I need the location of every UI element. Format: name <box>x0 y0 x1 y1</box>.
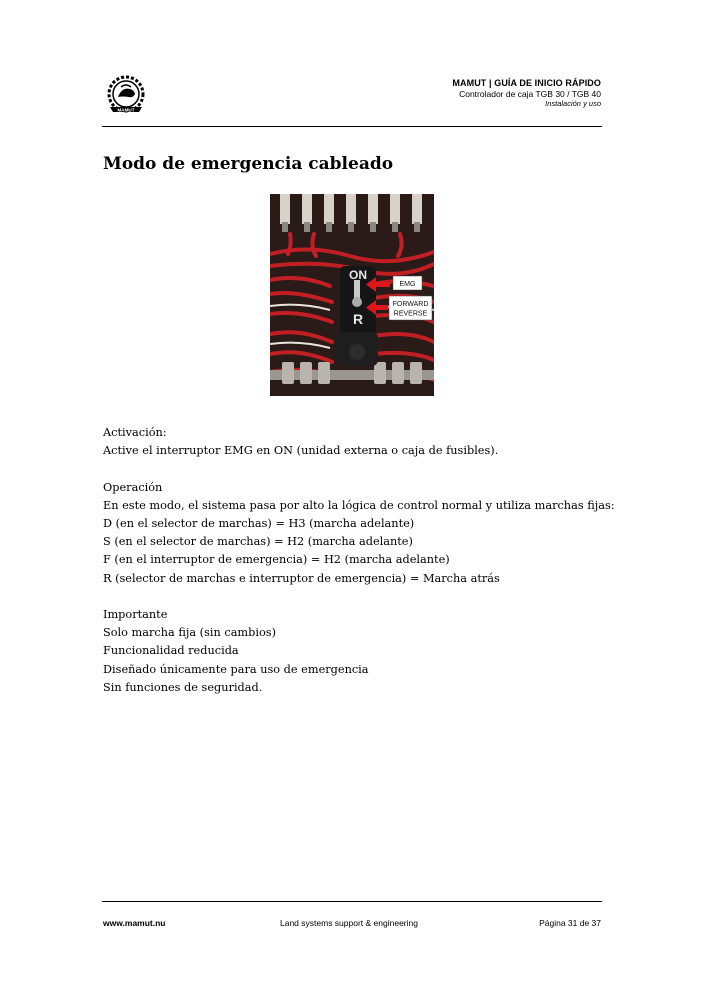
header-block <box>452 78 601 109</box>
footer-tagline: Land systems support & engineering <box>280 918 418 928</box>
footer-website-link[interactable]: www.mamut.nu <box>103 918 166 928</box>
footer-rule <box>102 901 602 902</box>
body-text <box>103 424 623 697</box>
operation-line: S (en el selector de marchas) = H2 (marcha adelante) <box>103 535 413 549</box>
header-rule <box>102 126 602 127</box>
svg-text:MAMUT: MAMUT <box>117 107 135 113</box>
callout-emg: EMG <box>399 281 416 288</box>
important-line: Diseñado únicamente para uso de emergencia <box>103 662 369 676</box>
callout-reverse: REVERSE <box>393 310 428 318</box>
important-line: Funcionalidad reducida <box>103 644 239 658</box>
emergency-switch-photo <box>270 194 434 396</box>
svg-text:ON: ON <box>349 268 367 282</box>
header-subtitle: Controlador de caja TGB 30 / TGB 40 <box>459 89 601 99</box>
activation-title: Activación: <box>103 426 167 439</box>
svg-text:R: R <box>352 311 364 327</box>
operation-line: R (selector de marchas e interruptor de emergencia) = Marcha atrás <box>103 571 500 585</box>
important-line: Solo marcha fija (sin cambios) <box>103 626 276 640</box>
operation-line: F (en el interruptor de emergencia) = H2 (marcha adelante) <box>103 553 450 567</box>
activation-text: Active el interruptor EMG en ON (unidad externa o caja de fusibles). <box>103 444 499 458</box>
header-title: MAMUT | GUÍA DE INICIO RÁPIDO <box>452 78 601 88</box>
callout-forward: FORWARD <box>392 301 429 308</box>
section-heading: Modo de emergencia cableado <box>103 154 394 174</box>
important-line: Sin funciones de seguridad. <box>103 680 263 694</box>
operation-title: Operación <box>103 480 163 494</box>
header-subtitle-italic: Instalación y uso <box>545 99 601 108</box>
mamut-logo <box>100 72 152 116</box>
operation-line: En este modo, el sistema pasa por alto la lógica de control normal y utiliza marchas fijas: <box>103 498 615 512</box>
operation-line: D (en el selector de marchas) = H3 (marcha adelante) <box>103 517 415 530</box>
footer-page-number: Página 31 de 37 <box>539 918 601 928</box>
important-title: Importante <box>103 608 168 621</box>
